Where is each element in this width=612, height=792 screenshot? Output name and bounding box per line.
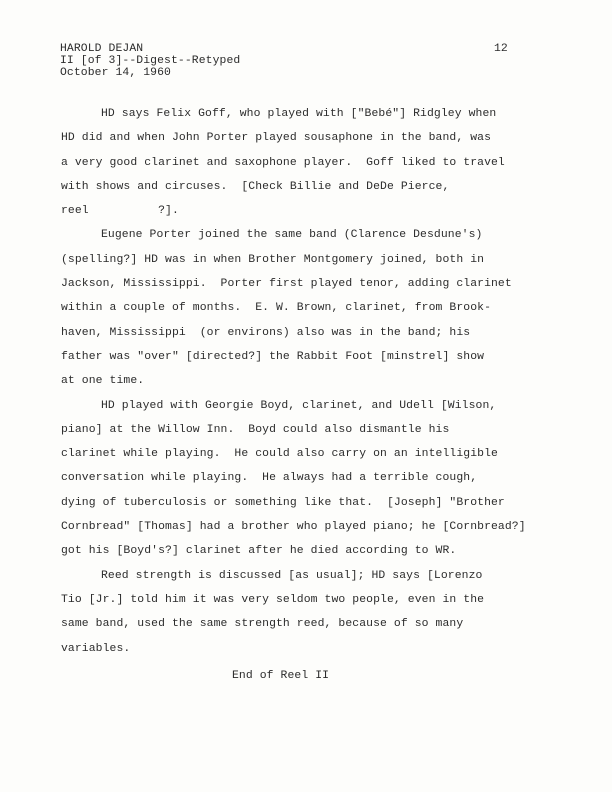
text-line: HD played with Georgie Boyd, clarinet, and Udell [Wilson, [101, 399, 497, 412]
document-body [61, 102, 531, 661]
text-line: HD did and when John Porter played sousaphone in the band, was [61, 132, 492, 145]
text-line: father was "over" [directed?] the Rabbit Foot [minstrel] show [61, 350, 485, 363]
text-line: clarinet while playing. He could also carry on an intelligible [61, 448, 498, 461]
text-line: haven, Mississippi (or environs) also was in the band; his [61, 326, 471, 339]
text-line: HD says Felix Goff, who played with ["Bebé"] Ridgley when [101, 108, 497, 120]
text-line: (spelling?] HD was in when Brother Montgomery joined, both in [61, 253, 485, 266]
text-line: with shows and circuses. [Check Billie and DeDe Pierce, [61, 180, 450, 193]
interviewee-name: HAROLD DEJAN [60, 43, 144, 55]
text-line: reel ?]. [61, 205, 179, 218]
document-header [60, 43, 240, 79]
page-number: 12 [494, 43, 508, 55]
text-line: Eugene Porter joined the same band (Clarence Desdune's) [101, 229, 483, 242]
interview-date: October 14, 1960 [60, 67, 171, 79]
end-of-reel-note: End of Reel II [232, 670, 330, 682]
text-line: within a couple of months. E. W. Brown, clarinet, from Brook- [61, 302, 492, 315]
text-line: Jackson, Mississippi. Porter first played tenor, adding clarinet [61, 278, 512, 291]
reel-info: II [of 3]--Digest--Retyped [60, 55, 241, 67]
text-line: Reed strength is discussed [as usual]; HD says [Lorenzo [101, 569, 483, 582]
text-line: Cornbread" [Thomas] had a brother who played piano; he [Cornbread?] [61, 521, 526, 534]
text-line: Tio [Jr.] told him it was very seldom two people, even in the [61, 593, 485, 606]
text-line: same band, used the same strength reed, because of so many [61, 618, 464, 631]
text-line: piano] at the Willow Inn. Boyd could also dismantle his [61, 423, 450, 436]
text-line: at one time. [61, 375, 145, 388]
text-line: got his [Boyd's?] clarinet after he died according to WR. [61, 545, 457, 558]
text-line: dying of tuberculosis or something like that. [Joseph] "Brother [61, 496, 505, 509]
text-line: conversation while playing. He always had a terrible cough, [61, 472, 478, 485]
text-line: a very good clarinet and saxophone player. Goff liked to travel [61, 156, 505, 169]
text-line: variables. [61, 642, 131, 655]
